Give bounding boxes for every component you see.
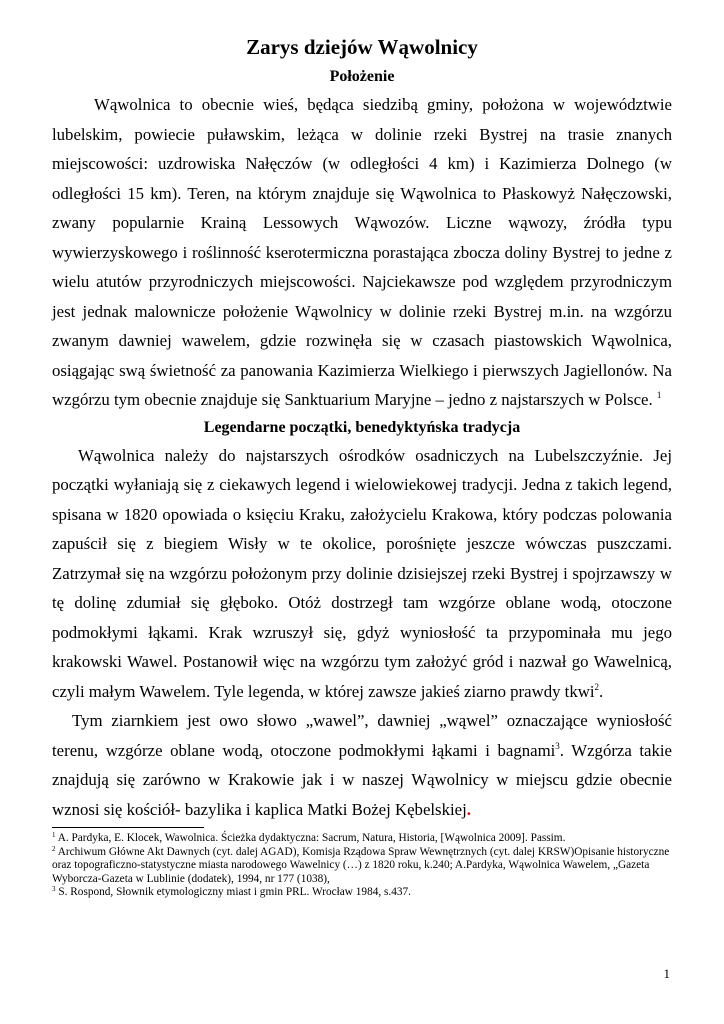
- footnote-number: 3: [52, 885, 56, 893]
- paragraph-text: Wąwolnica należy do najstarszych ośrodków osadniczych na Lubelszczyźnie. Jej początki wyłaniają się z ciekawych legend i wielowiekowej tradycji. Jedna z takich legend, spisana w 1820 opowiada o księciu Kraku, założycielu Krakowa, który podczas polowania zapuścił się z biegiem Wisły w te okolice, porośnięte jeszcze wówczas puszczami. Zatrzymał się na wzgórzu położonym przy dolinie dzisiejszej rzeki Bystrej i spojrzawszy w tę dolinę zdumiał się głęboko. Otóż dostrzegł tam wzgórze oblane wodą, otoczone podmokłymi łąkami. Krak wzruszył się, gdyż wyniosłość ta przypominała mu jego krakowski Wawel. Postanowił więc na wzgórzu tym założyć gród i nazwał go Wawelnicą, czyli małym Wawelem. Tyle legenda, w której zawsze jakieś ziarno prawdy tkwi: [52, 445, 672, 701]
- footnote-text: S. Rospond, Słownik etymologiczny miast i gmin PRL. Wrocław 1984, s.437.: [58, 886, 412, 898]
- section-heading-legendarne: Legendarne początki, benedyktyńska tradycja: [203, 418, 521, 436]
- paragraph-legenda: [52, 441, 672, 707]
- footnote-number: 2: [52, 844, 56, 853]
- footnote-1: [52, 832, 672, 846]
- paragraph-text-end: .: [599, 681, 604, 701]
- document-title: Zarys dziejów Wąwolnicy: [246, 35, 478, 59]
- document-page: [52, 30, 672, 900]
- footnote-text: A. Pardyka, E. Klocek, Wawolnica. Ścieżka dydaktyczna: Sacrum, Natura, Historia, [Wąwolnica 2009]. Passim.: [57, 832, 566, 844]
- paragraph-text-cont: . Wzgórza takie znajdują się zarówno w Krakowie jak i w naszej Wąwolnicy w miejscu gdzie obecnie wznosi się kościół- bazylika i kaplica Matki Bożej Kębelskiej: [52, 740, 673, 819]
- paragraph-text: Wąwolnica to obecnie wieś, będąca siedzibą gminy, położona w województwie lubelskim, powiecie puławskim, leżąca w dolinie rzeki Bystrej na trasie znanych miejscowości: uzdrowiska Nałęczów (w odległości 4 km) i Kazimierza Dolnego (w odległości 15 km). Teren, na którym znajduje się Wąwolnica to Płaskowyż Nałęczowski, zwany popularnie Krainą Lessowych Wąwozów. Liczne wąwozy, źródła typu wywierzyskowego i roślinność kserotermiczna porastająca zbocza doliny Bystrej to jedne z wielu atutów przyrodniczych miejscowości. Najciekawsze pod względem przyrodniczym jest jednak malownicze położenie Wąwolnicy w dolinie rzeki Bystrej m.in. na wzgórzu zwanym dawniej wawelem, gdzie rozwinęła się w czasach piastowskich Wąwolnica, osiągając swą świetność za panowania Kazimierza Wielkiego i pierwszych Jagiellonów. Na wzgórzu tym obecnie znajduje się Sanktuarium Maryjne – jedno z najstarszych w Polsce.: [52, 95, 672, 409]
- footnote-ref-3: 3: [555, 740, 560, 751]
- footnotes: [52, 832, 672, 900]
- page-number: 1: [663, 966, 670, 981]
- footnote-separator: [52, 827, 204, 828]
- footnote-text: Archiwum Główne Akt Dawnych (cyt. dalej AGAD), Komisja Rządowa Spraw Wewnętrznych (cyt. dalej KRSW)Opisanie historyczne oraz topograficzno-statystyczne miasta narodowego Wawelnicy (…) z 1820 roku, k.240; A.Pardyka, Wąwolnica Wawelem, „Gazeta Wyborcza-Gazeta w Lublinie (dodatek), 1994, nr 177 (1038),: [52, 845, 670, 885]
- footnote-ref-2: 2: [594, 681, 600, 692]
- section-heading-polozenie: Położenie: [329, 68, 395, 85]
- footnote-3: [52, 886, 672, 900]
- footnote-number: 1: [52, 831, 56, 839]
- footnote-ref-1: 1: [656, 390, 662, 400]
- red-period-mark: .: [466, 799, 471, 819]
- paragraph-text: Tym ziarnkiem jest owo słowo „wawel”, dawniej „wąwel” oznaczające wyniosłość terenu, wzgórze oblane wodą, otoczone podmokłymi łąkami i bagnami: [52, 711, 672, 760]
- paragraph-polozenie: [52, 90, 672, 415]
- footnote-2: [52, 846, 672, 887]
- paragraph-wawel: [52, 706, 672, 824]
